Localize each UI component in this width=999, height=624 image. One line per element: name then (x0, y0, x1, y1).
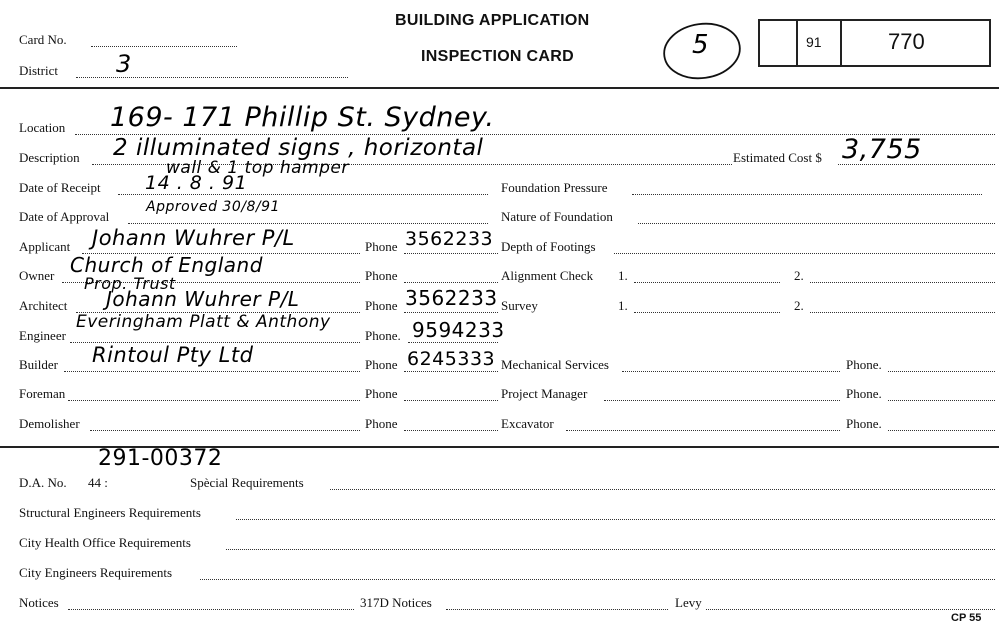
foreman-phone-label: Phone (365, 386, 398, 401)
builder-value: Rintoul Pty Ltd (92, 343, 254, 367)
depth-footings-field[interactable] (614, 253, 995, 254)
notices-field[interactable] (68, 609, 354, 610)
mechanical-services-label: Mechanical Services (501, 357, 609, 372)
nature-foundation-field[interactable] (638, 223, 995, 224)
description-value-2: wall & 1 top hamper (166, 158, 349, 178)
applicant-label: Applicant (19, 239, 71, 254)
date-approval-value: Approved 30/8/91 (146, 199, 280, 215)
builder-phone: 6245333 (407, 348, 496, 370)
form-code: CP 55 (951, 612, 982, 624)
alignment-check-2-label: 2. (794, 268, 804, 283)
date-receipt-field[interactable] (118, 194, 488, 195)
date-approval-label: Date of Approval (19, 209, 110, 224)
applicant-phone-label: Phone (365, 239, 398, 254)
engineer-label: Engineer (19, 328, 66, 343)
city-engineers-requirements-field[interactable] (200, 579, 995, 580)
foreman-label: Foreman (19, 386, 66, 401)
section-divider (0, 87, 999, 89)
nature-foundation-label: Nature of Foundation (501, 209, 613, 224)
card-no-field[interactable] (91, 46, 237, 47)
mechanical-services-field[interactable] (622, 371, 840, 372)
description-value: 2 illuminated signs , horizontal (113, 135, 484, 161)
applicant-phone-field[interactable] (404, 253, 498, 254)
card-no-label: Card No. (19, 32, 67, 47)
foreman-phone-field[interactable] (404, 400, 498, 401)
architect-phone: 3562233 (405, 286, 498, 310)
date-approval-field[interactable] (128, 223, 488, 224)
project-manager-phone-label: Phone. (846, 386, 882, 401)
owner-value: Church of England (70, 253, 263, 277)
alignment-check-label: Alignment Check (501, 268, 594, 283)
demolisher-label: Demolisher (19, 416, 80, 431)
notices-317d-field[interactable] (446, 609, 668, 610)
health-requirements-field[interactable] (226, 549, 995, 550)
architect-phone-field[interactable] (404, 312, 498, 313)
estimated-cost-label: Estimated Cost $ (733, 150, 822, 165)
survey-1-field[interactable] (634, 312, 780, 313)
architect-value: Johann Wuhrer P/L (106, 287, 300, 311)
excavator-field[interactable] (566, 430, 840, 431)
survey-2-field[interactable] (810, 312, 995, 313)
applicant-value: Johann Wuhrer P/L (92, 226, 295, 250)
builder-phone-label: Phone (365, 357, 398, 372)
project-manager-field[interactable] (604, 400, 840, 401)
circled-number: 5 (692, 30, 710, 60)
foundation-pressure-label: Foundation Pressure (501, 180, 608, 195)
description-label: Description (19, 150, 80, 165)
da-number-label: D.A. No. (19, 475, 67, 490)
structural-requirements-label: Structural Engineers Requirements (19, 505, 201, 520)
location-label: Location (19, 120, 66, 135)
special-requirements-field[interactable] (330, 489, 995, 490)
survey-label: Survey (501, 298, 538, 313)
levy-label: Levy (675, 595, 702, 610)
excavator-phone-field[interactable] (888, 430, 995, 431)
owner-phone-label: Phone (365, 268, 398, 283)
box-divider (796, 19, 798, 67)
da-number-value: 291-00372 (98, 446, 223, 471)
builder-phone-field[interactable] (404, 371, 498, 372)
survey-1-label: 1. (618, 298, 628, 313)
foreman-field[interactable] (68, 400, 360, 401)
builder-label: Builder (19, 357, 58, 372)
notices-label: Notices (19, 595, 59, 610)
owner-phone-field[interactable] (404, 282, 498, 283)
estimated-cost-value: 3,755 (842, 134, 922, 165)
alignment-check-1-label: 1. (618, 268, 628, 283)
district-label: District (19, 63, 58, 78)
mechanical-phone-label: Phone. (846, 357, 882, 372)
depth-footings-label: Depth of Footings (501, 239, 596, 254)
alignment-check-1-field[interactable] (634, 282, 780, 283)
box-large-value: 770 (888, 29, 925, 54)
owner-value-2: Prop. Trust (84, 274, 176, 293)
location-value: 169- 171 Phillip St. Sydney. (110, 102, 495, 133)
date-receipt-label: Date of Receipt (19, 180, 101, 195)
mechanical-phone-field[interactable] (888, 371, 995, 372)
district-value: 3 (116, 50, 132, 78)
survey-2-label: 2. (794, 298, 804, 313)
health-requirements-label: City Health Office Requirements (19, 535, 191, 550)
architect-phone-label: Phone (365, 298, 398, 313)
project-manager-phone-field[interactable] (888, 400, 995, 401)
title-line-2: INSPECTION CARD (421, 48, 574, 65)
structural-requirements-field[interactable] (236, 519, 995, 520)
box-divider (840, 19, 842, 67)
da-number-prefix: 44 : (88, 475, 108, 490)
engineer-phone-field[interactable] (408, 342, 498, 343)
excavator-phone-label: Phone. (846, 416, 882, 431)
date-receipt-value: 14 . 8 . 91 (145, 172, 248, 194)
reference-box (758, 19, 991, 67)
engineer-phone-label: Phone. (365, 328, 401, 343)
engineer-value: Everingham Platt & Anthony (76, 312, 331, 332)
excavator-label: Excavator (501, 416, 554, 431)
owner-label: Owner (19, 268, 55, 283)
box-small-value: 91 (806, 34, 822, 50)
title-line-1: BUILDING APPLICATION (395, 12, 590, 29)
architect-label: Architect (19, 298, 68, 313)
demolisher-phone-label: Phone (365, 416, 398, 431)
alignment-check-2-field[interactable] (810, 282, 995, 283)
city-engineers-requirements-label: City Engineers Requirements (19, 565, 173, 580)
foundation-pressure-field[interactable] (632, 194, 982, 195)
levy-field[interactable] (706, 609, 995, 610)
builder-field[interactable] (64, 371, 360, 372)
project-manager-label: Project Manager (501, 386, 588, 401)
notices-317d-label: 317D Notices (360, 595, 432, 610)
applicant-phone: 3562233 (405, 228, 494, 250)
demolisher-field[interactable] (90, 430, 360, 431)
demolisher-phone-field[interactable] (404, 430, 498, 431)
engineer-phone: 9594233 (412, 318, 505, 342)
special-requirements-label: Spècial Requirements (190, 475, 304, 490)
